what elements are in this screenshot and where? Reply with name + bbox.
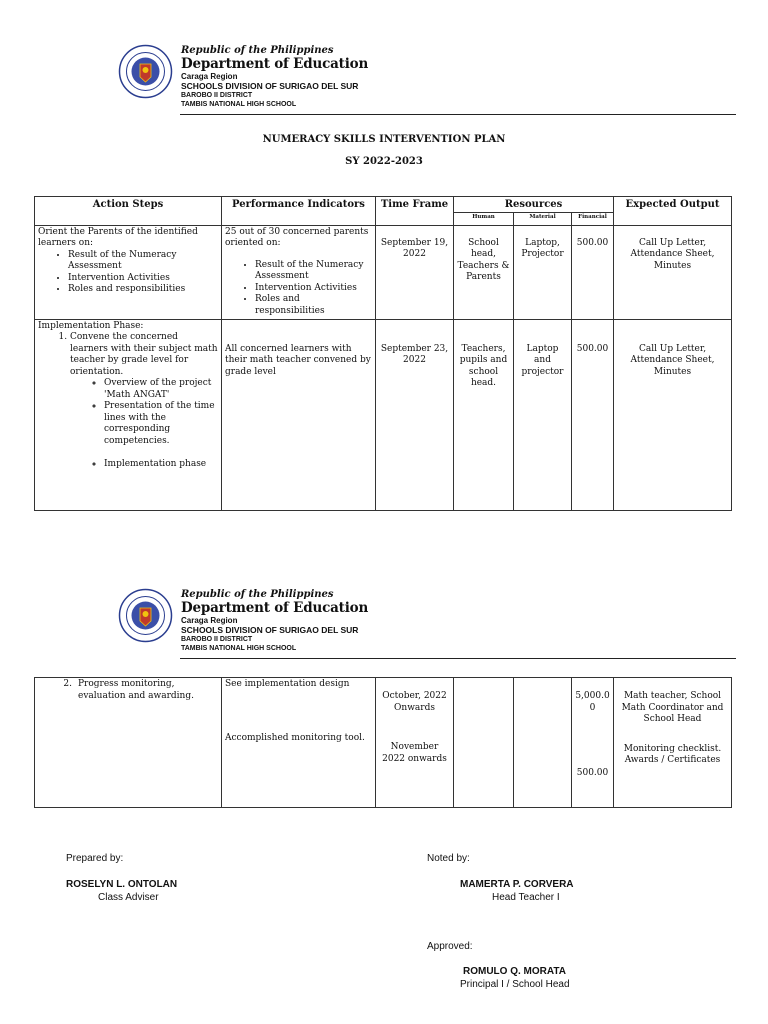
row2-human: Teachers, pupils and school head. (454, 319, 514, 510)
letterhead-top (118, 44, 738, 124)
deped-seal-icon (118, 588, 173, 643)
row1-financial: 500.00 (572, 225, 614, 319)
row3-time2: November 2022 onwards (382, 742, 447, 764)
approved-title: Principal I / School Head (460, 979, 570, 990)
row1-material: Laptop, Projector (514, 225, 572, 319)
header-divider (180, 658, 736, 659)
row1-action-intro: Orient the Parents of the identified learners on: (38, 226, 198, 248)
list-item: • Intervention Activities (68, 273, 218, 285)
plan-table-continued (34, 677, 732, 808)
row3-financial (572, 678, 614, 808)
row3-indicator2: Accomplished monitoring tool. (225, 732, 365, 743)
district-line: BAROBO II DISTRICT (181, 92, 253, 99)
row2-material: Laptop and projector (514, 319, 572, 510)
row2-output: Call Up Letter, Attendance Sheet, Minutes (614, 319, 732, 510)
prepared-title: Class Adviser (98, 892, 159, 903)
row3-financial1: 5,000.00 (575, 691, 610, 713)
row2-step1: Convene the concerned learners with their subject math teacher by grade level for orientation. (70, 332, 218, 377)
header-time-frame: Time Frame (376, 197, 454, 226)
list-item: ◦ Presentation of the time lines with the corresponding competencies. (104, 401, 218, 447)
row3-indicators (222, 678, 376, 808)
table-row (35, 225, 732, 319)
row3-human (454, 678, 514, 808)
header-financial: Financial (572, 212, 614, 225)
approved-label: Approved: (427, 941, 473, 952)
row3-indicator1: See implementation design (225, 679, 350, 689)
republic-line: Republic of the Philippines (181, 45, 334, 56)
row3-time1: October, 2022 Onwards (382, 691, 447, 713)
row1-human: School head, Teachers & Parents (454, 225, 514, 319)
school-line: TAMBIS NATIONAL HIGH SCHOOL (181, 645, 297, 652)
header-divider (180, 114, 736, 115)
plan-table (34, 196, 732, 511)
list-item: ◦ Overview of the project 'Math ANGAT' (104, 378, 218, 401)
list-item: • Roles and responsibilities (255, 294, 372, 317)
header-human: Human (454, 212, 514, 225)
row2-phase: Implementation Phase: (38, 320, 144, 331)
row1-time: September 19, 2022 (376, 225, 454, 319)
school-year: SY 2022-2023 (345, 156, 423, 167)
row2-time: September 23, 2022 (376, 319, 454, 510)
department-line: Department of Education (181, 56, 369, 72)
header-material: Material (514, 212, 572, 225)
noted-title: Head Teacher I (492, 892, 560, 903)
row3-financial2: 500.00 (576, 768, 609, 778)
row3-material (514, 678, 572, 808)
document-title: NUMERACY SKILLS INTERVENTION PLAN (262, 134, 506, 145)
row2-action (35, 319, 222, 510)
header-performance-indicators: Performance Indicators (222, 197, 376, 226)
list-item: • Result of the Numeracy Assessment (255, 260, 372, 283)
district-line: BAROBO II DISTRICT (181, 636, 253, 643)
table-row (35, 319, 732, 510)
row2-financial: 500.00 (572, 319, 614, 510)
header-action-steps: Action Steps (35, 197, 222, 226)
noted-name: MAMERTA P. CORVERA (460, 879, 574, 890)
row2-indicator: All concerned learners with their math teacher convened by grade level (222, 319, 376, 510)
division-line: SCHOOLS DIVISION OF SURIGAO DEL SUR (181, 625, 359, 635)
department-line: Department of Education (181, 600, 369, 616)
prepared-name: ROSELYN L. ONTOLAN (66, 879, 178, 890)
region-line: Caraga Region (181, 616, 238, 625)
school-line: TAMBIS NATIONAL HIGH SCHOOL (181, 101, 297, 108)
letterhead-page2 (118, 588, 738, 668)
row3-output1: Math teacher, School Math Coordinator and School Head (621, 691, 724, 724)
noted-label: Noted by: (427, 853, 470, 864)
deped-seal-icon (118, 44, 173, 99)
prepared-label: Prepared by: (66, 853, 124, 864)
row3-time (376, 678, 454, 808)
approved-name: ROMULO Q. MORATA (463, 966, 566, 977)
row1-indicators (222, 225, 376, 319)
row3-output2: Monitoring checklist. Awards / Certificates (623, 743, 722, 765)
table-row (35, 678, 732, 808)
list-item: ◦ Implementation phase (104, 459, 218, 471)
row3-action (35, 678, 222, 808)
row3-step: Progress monitoring, evaluation and awarding. (78, 679, 194, 701)
row3-step-number: 2. (63, 679, 72, 689)
list-item: • Result of the Numeracy Assessment (68, 250, 218, 273)
list-item: • Intervention Activities (255, 283, 372, 295)
row1-action (35, 225, 222, 319)
republic-line: Republic of the Philippines (181, 589, 334, 600)
region-line: Caraga Region (181, 72, 238, 81)
list-item: • Roles and responsibilities (68, 284, 218, 296)
row1-indicator-intro: 25 out of 30 concerned parents oriented on: (225, 226, 369, 248)
header-expected-output: Expected Output (614, 197, 732, 226)
row3-output (614, 678, 732, 808)
division-line: SCHOOLS DIVISION OF SURIGAO DEL SUR (181, 81, 359, 91)
row1-output: Call Up Letter, Attendance Sheet, Minutes (614, 225, 732, 319)
header-resources: Resources (454, 197, 614, 213)
